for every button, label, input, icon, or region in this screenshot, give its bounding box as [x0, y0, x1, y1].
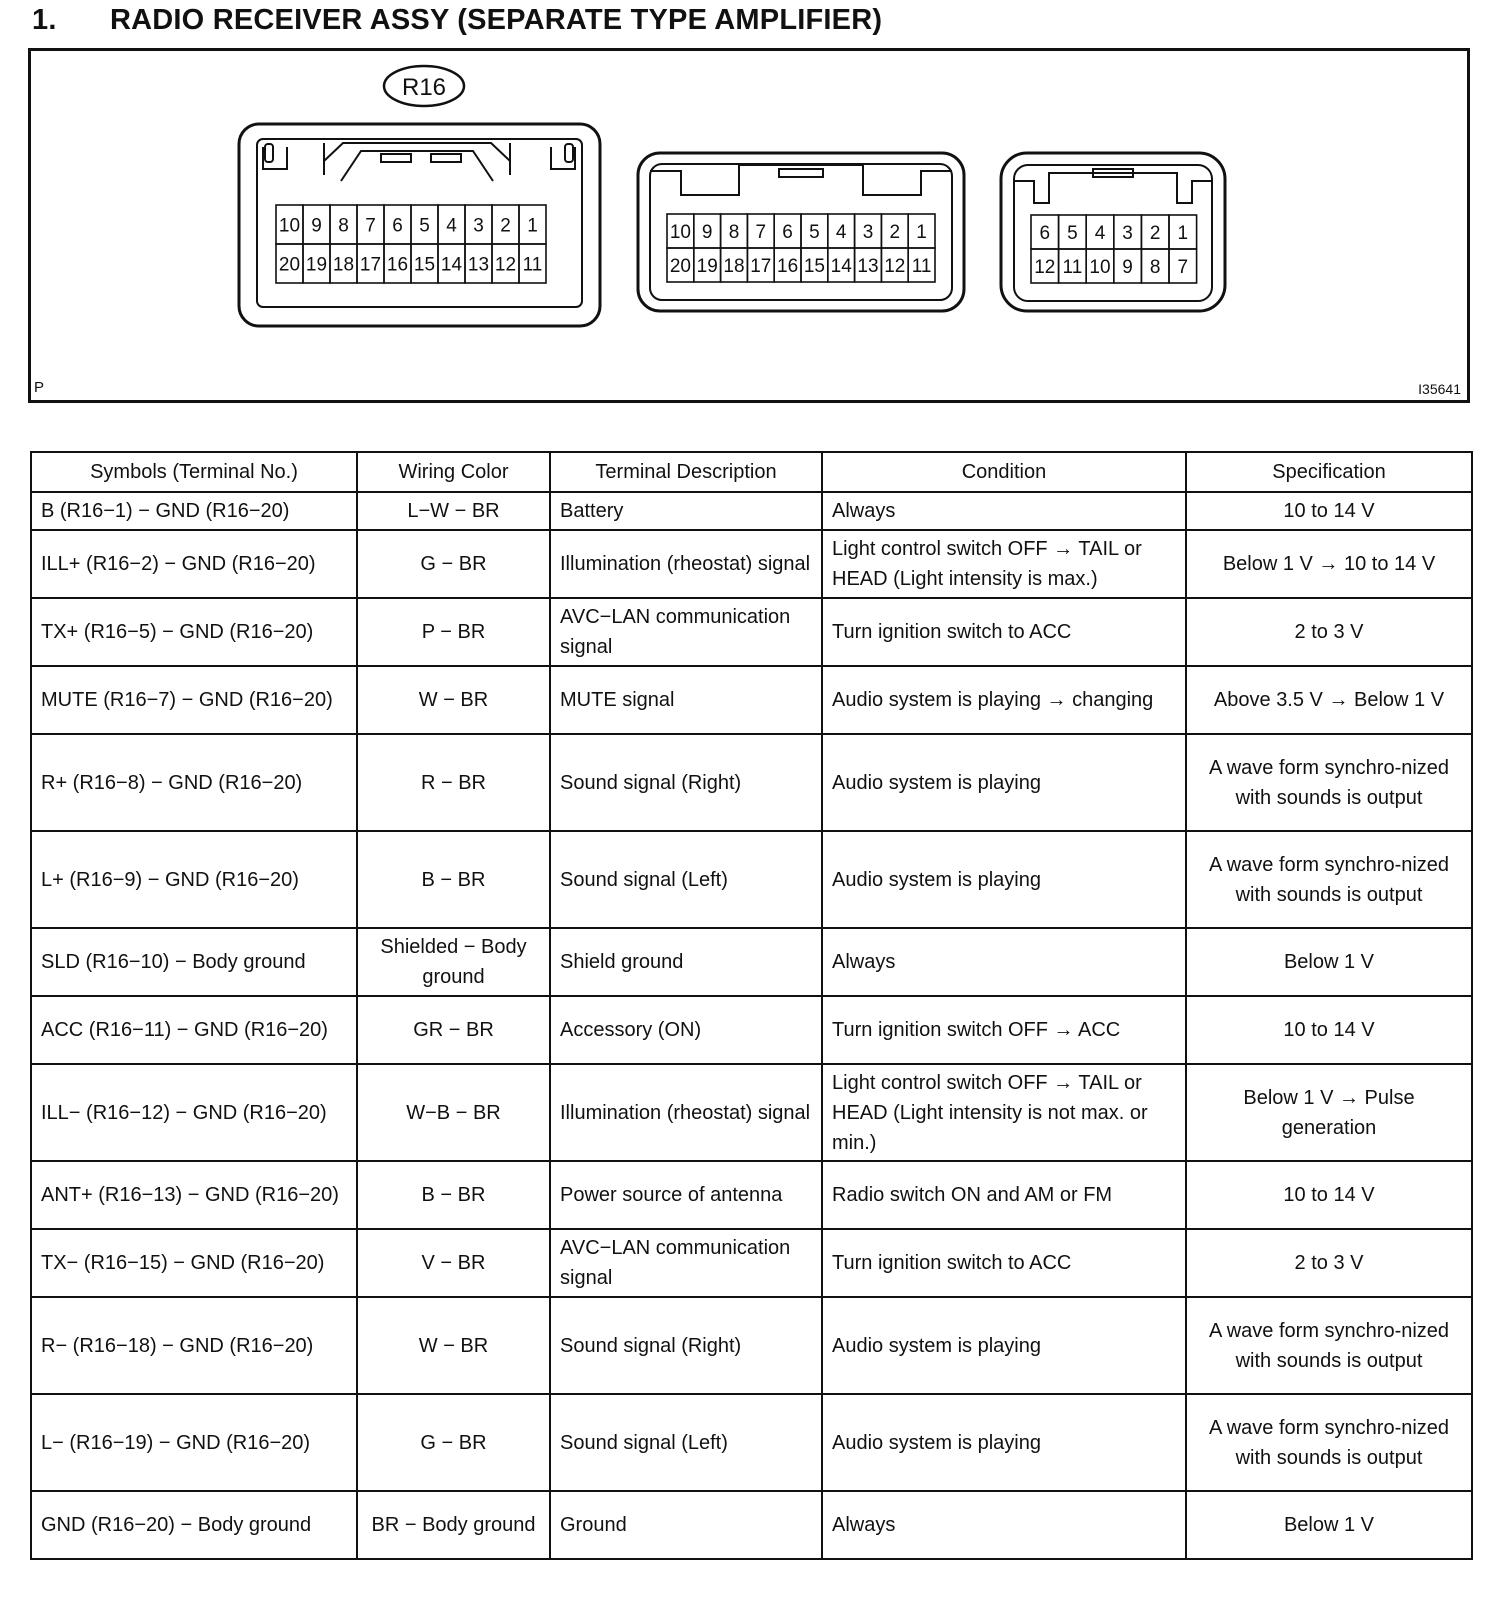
cell-symbol: ACC (R16−11) − GND (R16−20)	[31, 996, 357, 1064]
cell-symbol: R+ (R16−8) − GND (R16−20)	[31, 734, 357, 831]
cell-wiring-color: P − BR	[357, 598, 550, 666]
table-row	[31, 1161, 1472, 1229]
pin-number: 2	[1149, 223, 1161, 244]
header-specification: Specification	[1186, 452, 1472, 492]
cell-symbol: L− (R16−19) − GND (R16−20)	[31, 1394, 357, 1491]
pin-number: 11	[522, 254, 543, 276]
terminal-spec-table	[30, 451, 1473, 1560]
connector-label-text: R16	[401, 74, 447, 101]
cell-description: MUTE signal	[550, 666, 822, 734]
cell-symbol: ILL+ (R16−2) − GND (R16−20)	[31, 530, 357, 598]
cell-symbol: ILL− (R16−12) − GND (R16−20)	[31, 1064, 357, 1161]
pin-number: 11	[911, 256, 932, 277]
connector-diagram	[31, 51, 1467, 400]
cell-wiring-color: GR − BR	[357, 996, 550, 1064]
cell-condition: Turn ignition switch OFF → ACC	[822, 996, 1186, 1064]
table-row	[31, 1394, 1472, 1491]
cell-wiring-color: B − BR	[357, 1161, 550, 1229]
header-condition: Condition	[822, 452, 1186, 492]
pin-number: 1	[527, 215, 538, 237]
cell-specification: 2 to 3 V	[1186, 1229, 1472, 1297]
pin-number: 18	[723, 256, 745, 277]
pin-number: 5	[1067, 223, 1078, 244]
pin-number: 16	[777, 256, 799, 277]
pin-number: 10	[278, 215, 301, 237]
cell-specification: 10 to 14 V	[1186, 996, 1472, 1064]
pin-number: 3	[473, 215, 484, 237]
cell-description: Illumination (rheostat) signal	[550, 1064, 822, 1161]
cell-condition: Turn ignition switch to ACC	[822, 1229, 1186, 1297]
cell-symbol: L+ (R16−9) − GND (R16−20)	[31, 831, 357, 928]
pin-number: 15	[803, 256, 825, 277]
cell-wiring-color: G − BR	[357, 530, 550, 598]
cell-specification: Below 1 V	[1186, 928, 1472, 996]
cell-specification: Below 1 V → 10 to 14 V	[1186, 530, 1472, 598]
pin-number: 7	[1177, 257, 1189, 278]
cell-symbol: R− (R16−18) − GND (R16−20)	[31, 1297, 357, 1394]
cell-symbol: B (R16−1) − GND (R16−20)	[31, 492, 357, 530]
cell-wiring-color: L−W − BR	[357, 492, 550, 530]
cell-condition: Always	[822, 492, 1186, 530]
header-terminal-description: Terminal Description	[550, 452, 822, 492]
pin-number: 20	[669, 256, 691, 277]
pin-number: 4	[835, 222, 847, 243]
pin-number: 4	[446, 215, 457, 237]
cell-wiring-color: W − BR	[357, 666, 550, 734]
section-heading	[32, 4, 882, 44]
connector-label	[384, 66, 464, 106]
cell-specification: 10 to 14 V	[1186, 1161, 1472, 1229]
cell-condition: Audio system is playing	[822, 734, 1186, 831]
table-row	[31, 530, 1472, 598]
pin-number: 6	[1039, 223, 1051, 244]
cell-condition: Audio system is playing	[822, 831, 1186, 928]
pin-number: 9	[701, 222, 713, 243]
pin-number: 9	[311, 215, 322, 237]
pin-number: 3	[862, 222, 874, 243]
table-row	[31, 734, 1472, 831]
pin-number: 7	[365, 215, 376, 237]
pin-number: 2	[500, 215, 511, 237]
pin-number: 18	[332, 254, 355, 276]
pin-number: 11	[1062, 257, 1083, 278]
pin-number: 7	[755, 222, 767, 243]
pin-number: 2	[889, 222, 901, 243]
pin-number: 10	[1089, 257, 1111, 278]
cell-symbol: TX− (R16−15) − GND (R16−20)	[31, 1229, 357, 1297]
pin-number: 6	[392, 215, 403, 237]
table-row	[31, 1297, 1472, 1394]
figure-id: I35641	[1418, 381, 1461, 397]
cell-description: Ground	[550, 1491, 822, 1559]
header-symbols: Symbols (Terminal No.)	[31, 452, 357, 492]
pin-number: 17	[750, 256, 772, 277]
connector-figure	[28, 48, 1470, 403]
table-row	[31, 996, 1472, 1064]
cell-condition: Audio system is playing	[822, 1297, 1186, 1394]
pin-number: 16	[386, 254, 409, 276]
cell-wiring-color: B − BR	[357, 831, 550, 928]
cell-description: Power source of antenna	[550, 1161, 822, 1229]
header-wiring-color: Wiring Color	[357, 452, 550, 492]
pin-number: 5	[809, 222, 820, 243]
cell-specification: 2 to 3 V	[1186, 598, 1472, 666]
cell-symbol: SLD (R16−10) − Body ground	[31, 928, 357, 996]
cell-description: Shield ground	[550, 928, 822, 996]
cell-symbol: GND (R16−20) − Body ground	[31, 1491, 357, 1559]
cell-description: AVC−LAN communication signal	[550, 598, 822, 666]
cell-specification: A wave form synchro-nized with sounds is output	[1186, 831, 1472, 928]
pin-number: 9	[1122, 257, 1133, 278]
pin-number: 3	[1122, 223, 1133, 244]
pin-number: 1	[916, 222, 927, 243]
cell-specification: Below 1 V	[1186, 1491, 1472, 1559]
figure-corner-letter: P	[34, 379, 45, 396]
pin-number: 15	[413, 254, 436, 276]
cell-description: AVC−LAN communication signal	[550, 1229, 822, 1297]
cell-specification: Above 3.5 V → Below 1 V	[1186, 666, 1472, 734]
pin-number: 1	[1177, 223, 1189, 244]
cell-specification: A wave form synchro-nized with sounds is output	[1186, 734, 1472, 831]
table-row	[31, 1491, 1472, 1559]
cell-wiring-color: BR − Body ground	[357, 1491, 550, 1559]
cell-wiring-color: W − BR	[357, 1297, 550, 1394]
cell-specification: A wave form synchro-nized with sounds is output	[1186, 1297, 1472, 1394]
pin-number: 14	[830, 256, 852, 277]
cell-condition: Audio system is playing → changing	[822, 666, 1186, 734]
cell-description: Sound signal (Left)	[550, 1394, 822, 1491]
connector-r16	[239, 124, 600, 326]
pin-number: 19	[696, 256, 718, 277]
cell-description: Accessory (ON)	[550, 996, 822, 1064]
connector-middle	[638, 153, 964, 311]
cell-wiring-color: V − BR	[357, 1229, 550, 1297]
pin-number: 12	[1034, 257, 1056, 278]
pin-number: 13	[857, 256, 879, 277]
pin-number: 5	[419, 215, 430, 237]
cell-wiring-color: Shielded − Body ground	[357, 928, 550, 996]
cell-specification: A wave form synchro-nized with sounds is output	[1186, 1394, 1472, 1491]
table-row	[31, 1064, 1472, 1161]
table-row	[31, 831, 1472, 928]
table-row	[31, 666, 1472, 734]
connector-right	[1001, 153, 1225, 311]
table-row	[31, 492, 1472, 530]
table-row	[31, 928, 1472, 996]
pin-number: 14	[440, 254, 463, 276]
cell-description: Sound signal (Right)	[550, 1297, 822, 1394]
cell-specification: Below 1 V → Pulse generation	[1186, 1064, 1472, 1161]
cell-symbol: MUTE (R16−7) − GND (R16−20)	[31, 666, 357, 734]
table-row	[31, 598, 1472, 666]
pin-number: 8	[728, 222, 740, 243]
pin-number: 13	[467, 254, 490, 276]
cell-description: Battery	[550, 492, 822, 530]
pin-number: 8	[1149, 257, 1161, 278]
pin-number: 8	[338, 215, 349, 237]
cell-condition: Always	[822, 928, 1186, 996]
table-row	[31, 1229, 1472, 1297]
pin-number: 20	[278, 254, 301, 276]
section-title: RADIO RECEIVER ASSY (SEPARATE TYPE AMPLIFIER)	[110, 4, 883, 36]
cell-specification: 10 to 14 V	[1186, 492, 1472, 530]
cell-description: Illumination (rheostat) signal	[550, 530, 822, 598]
cell-condition: Light control switch OFF → TAIL or HEAD (Light intensity is not max. or min.)	[822, 1064, 1186, 1161]
cell-wiring-color: W−B − BR	[357, 1064, 550, 1161]
cell-condition: Always	[822, 1491, 1186, 1559]
pin-number: 4	[1094, 223, 1106, 244]
cell-condition: Turn ignition switch to ACC	[822, 598, 1186, 666]
pin-number: 12	[884, 256, 906, 277]
cell-description: Sound signal (Right)	[550, 734, 822, 831]
cell-symbol: ANT+ (R16−13) − GND (R16−20)	[31, 1161, 357, 1229]
cell-description: Sound signal (Left)	[550, 831, 822, 928]
cell-condition: Audio system is playing	[822, 1394, 1186, 1491]
pin-number: 17	[359, 254, 382, 276]
pin-number: 6	[782, 222, 793, 243]
cell-symbol: TX+ (R16−5) − GND (R16−20)	[31, 598, 357, 666]
table-header-row	[31, 452, 1472, 492]
pin-number: 10	[669, 222, 691, 243]
cell-condition: Light control switch OFF → TAIL or HEAD (Light intensity is max.)	[822, 530, 1186, 598]
section-number: 1.	[32, 4, 57, 36]
cell-wiring-color: R − BR	[357, 734, 550, 831]
cell-condition: Radio switch ON and AM or FM	[822, 1161, 1186, 1229]
pin-number: 19	[305, 254, 328, 276]
pin-number: 12	[494, 254, 517, 276]
cell-wiring-color: G − BR	[357, 1394, 550, 1491]
